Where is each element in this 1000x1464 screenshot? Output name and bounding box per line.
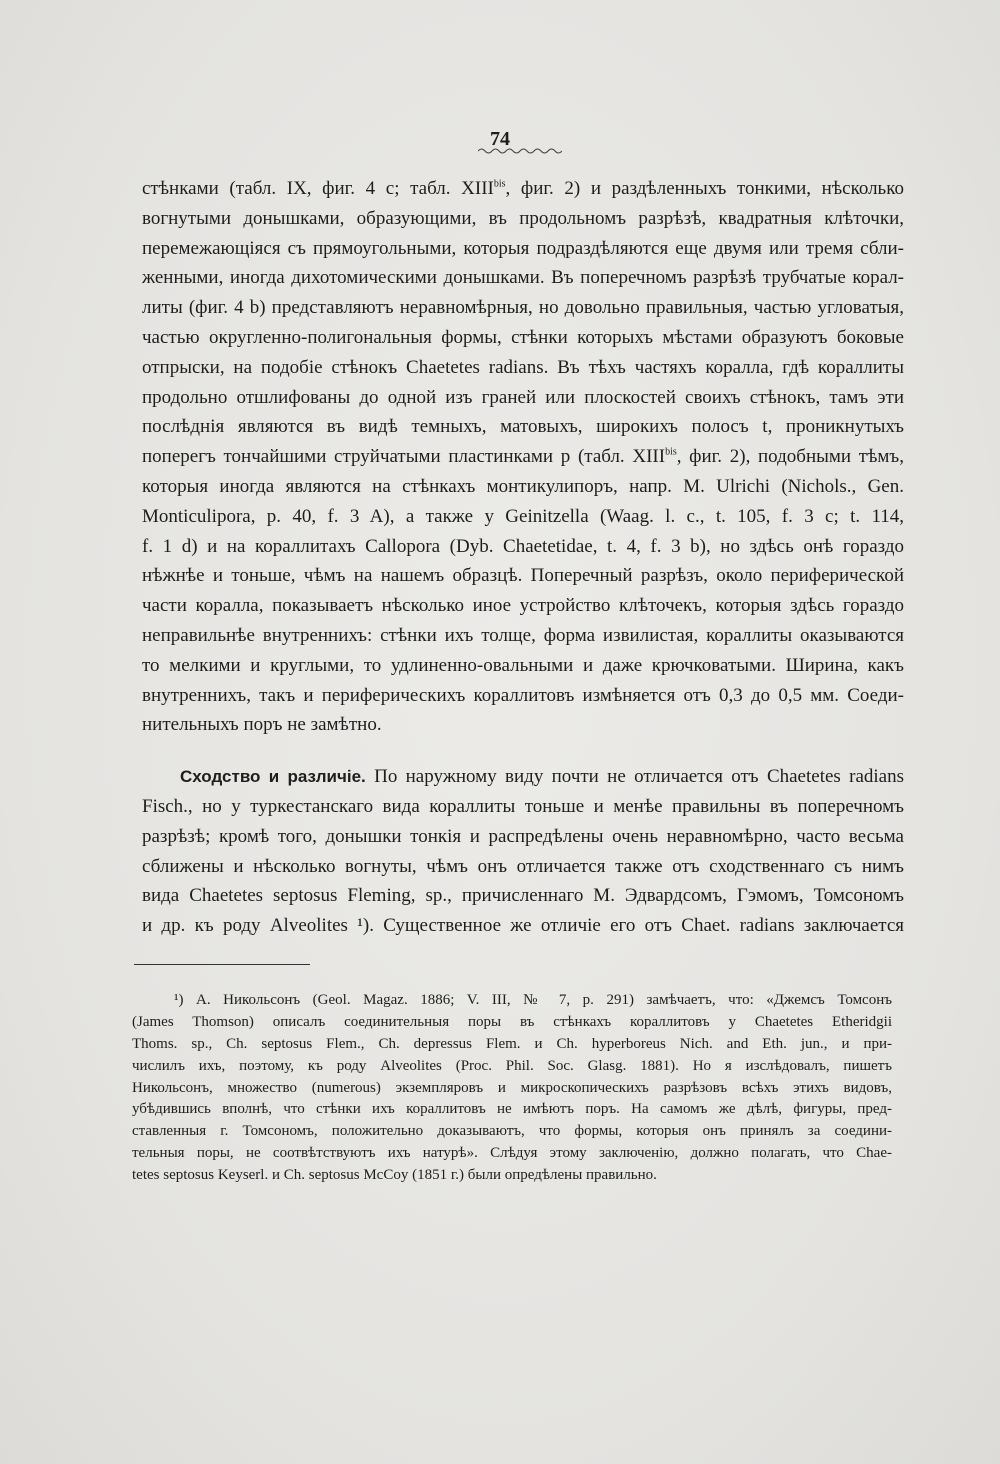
text-line: части коралла, показываетъ нѣсколько иное устройство клѣточекъ, которыя здѣсь гораздо <box>142 595 904 617</box>
text-line: разрѣзѣ; кромѣ того, донышки тонкія и распредѣлены очень неравномѣрно, часто весьма <box>142 825 904 847</box>
text-line: отпрыски, на подобіе стѣнокъ Chaetetes radians. Въ тѣхъ частяхъ коралла, гдѣ кораллиты <box>142 356 904 378</box>
text-line: и др. къ роду Alveolites ¹). Существенное же отличіе его отъ Chaet. radians заключается <box>142 915 904 937</box>
footnote-line: числилъ ихъ, поэтому, къ роду Alveolites (Proc. Phil. Soc. Glasg. 1881). Но я изслѣдовалъ, пишетъ <box>132 1057 892 1074</box>
footnote <box>132 990 892 1187</box>
text-line: нѣжнѣе и тоньше, чѣмъ на нашемъ образцѣ. Поперечный разрѣзъ, около периферической <box>142 565 904 587</box>
footnote-line: tetes septosus Keyserl. и Ch. septosus McCoy (1851 г.) были опредѣлены правильно. <box>132 1167 657 1184</box>
footnote-line: Thoms. sp., Ch. septosus Flem., Ch. depressus Flem. и Ch. hyperboreus Nich. and Eth. jun., и при- <box>132 1035 892 1052</box>
main-text <box>142 174 904 941</box>
text-line: поперегъ тончайшими струйчатыми пластинками p (табл. $XIII^{bis}$, фиг. 2), подобными тѣмъ, <box>142 446 904 468</box>
footnote-line: ставленныя г. Томсономъ, положительно доказываютъ, что формы, которыя онъ принялъ за соедини- <box>132 1123 892 1140</box>
text-line: которыя иногда являются на стѣнкахъ монтикулипоръ, напр. M. Ulrichi (Nichols., Gen. <box>142 475 904 497</box>
text-line: внутреннихъ, такъ и периферическихъ кораллитовъ измѣняется отъ 0,3 до 0,5 мм. Соеди- <box>142 684 904 706</box>
section-first-line-text: По наружному виду почти не отличается отъ Chaetetes radians <box>374 766 904 788</box>
text-line: литы (фиг. 4 b) представляютъ неравномѣрныя, но довольно правильныя, частью угловатыя, <box>142 297 904 319</box>
text-line: женными, иногда дихотомическими донышками. Въ поперечномъ разрѣзѣ трубчатые корал- <box>142 267 904 289</box>
text-line: f. 1 d) и на кораллитахъ Callopora (Dyb. Chaetetidae, t. 4, f. 3 b), но здѣсь онѣ гораздо <box>142 535 904 557</box>
text-line: перемежающіяся съ прямоугольными, которыя подраздѣляются еще двумя или тремя сбли- <box>142 237 904 259</box>
footnote-line: Никольсонъ, множество (numerous) экземпляровъ и микроскопическихъ разрѣзовъ всѣхъ этихъ видовъ, <box>132 1079 892 1096</box>
section-first-line <box>142 762 904 792</box>
section-spacer <box>142 740 904 762</box>
footnote-line: ¹) А. Никольсонъ (Geol. Magaz. 1886; V. III, № 7, p. 291) замѣчаетъ, что: «Джемсъ Томсонъ <box>174 992 892 1008</box>
page-number: 74 <box>490 128 510 150</box>
text-line: продольно отшлифованы до одной изъ граней или плоскостей своихъ стѣнокъ, тамъ эти <box>142 386 904 408</box>
text-line: частью округленно-полигональныя формы, стѣнки которыхъ мѣстами образуютъ боковые <box>142 326 904 348</box>
footnote-line: тельныя поры, не соотвѣтствуютъ ихъ натурѣ». Слѣдуя этому заключенію, должно полагать, что Chae- <box>132 1145 892 1162</box>
text-line: Monticulipora, p. 40, f. 3 A), а также у Geinitzella (Waag. l. c., t. 105, f. 3 c; t. 114, <box>142 505 904 527</box>
text-line: вида Chaetetes septosus Fleming, sp., причисленнаго М. Эдвардсомъ, Гэмомъ, Томсономъ <box>142 885 904 907</box>
text-line: то мелкими и круглыми, то удлиненно-овальными и даже крючковатыми. Ширина, какъ <box>142 654 904 676</box>
footnote-line: (James Thomson) описалъ соединительныя поры въ стѣнкахъ кораллитовъ у Chaetetes Etheridgii <box>132 1013 892 1030</box>
wavy-ornament-icon <box>478 147 562 155</box>
text-line: вогнутыми донышками, образующими, въ продольномъ разрѣзѣ, квадратныя клѣточки, <box>142 207 904 229</box>
section-heading: Сходство и различіе. <box>180 767 366 787</box>
text-line: сближены и нѣсколько вогнуты, чѣмъ онъ отличается также отъ сходственнаго съ нимъ <box>142 855 904 877</box>
text-line: нительныхъ поръ не замѣтно. <box>142 714 382 736</box>
text-line: стѣнками (табл. IX, фиг. 4 c; табл. $XIII^{bis}$, фиг. 2) и раздѣленныхъ тонкими, нѣсколько <box>142 178 904 199</box>
text-line: послѣднія являются въ видѣ темныхъ, матовыхъ, широкихъ полосъ t, проникнутыхъ <box>142 416 904 438</box>
footnote-divider <box>134 964 310 965</box>
footnote-line: убѣдившись вполнѣ, что стѣнки ихъ кораллитовъ не имѣютъ поръ. На самомъ же дѣлѣ, фигуры, пред- <box>132 1101 892 1118</box>
text-line: неправильнѣе внутреннихъ: стѣнки ихъ толще, форма извилистая, кораллиты оказываются <box>142 624 904 646</box>
text-line: Fisch., но у туркестанскаго вида кораллиты тоньше и менѣе правильны въ поперечномъ <box>142 795 904 817</box>
